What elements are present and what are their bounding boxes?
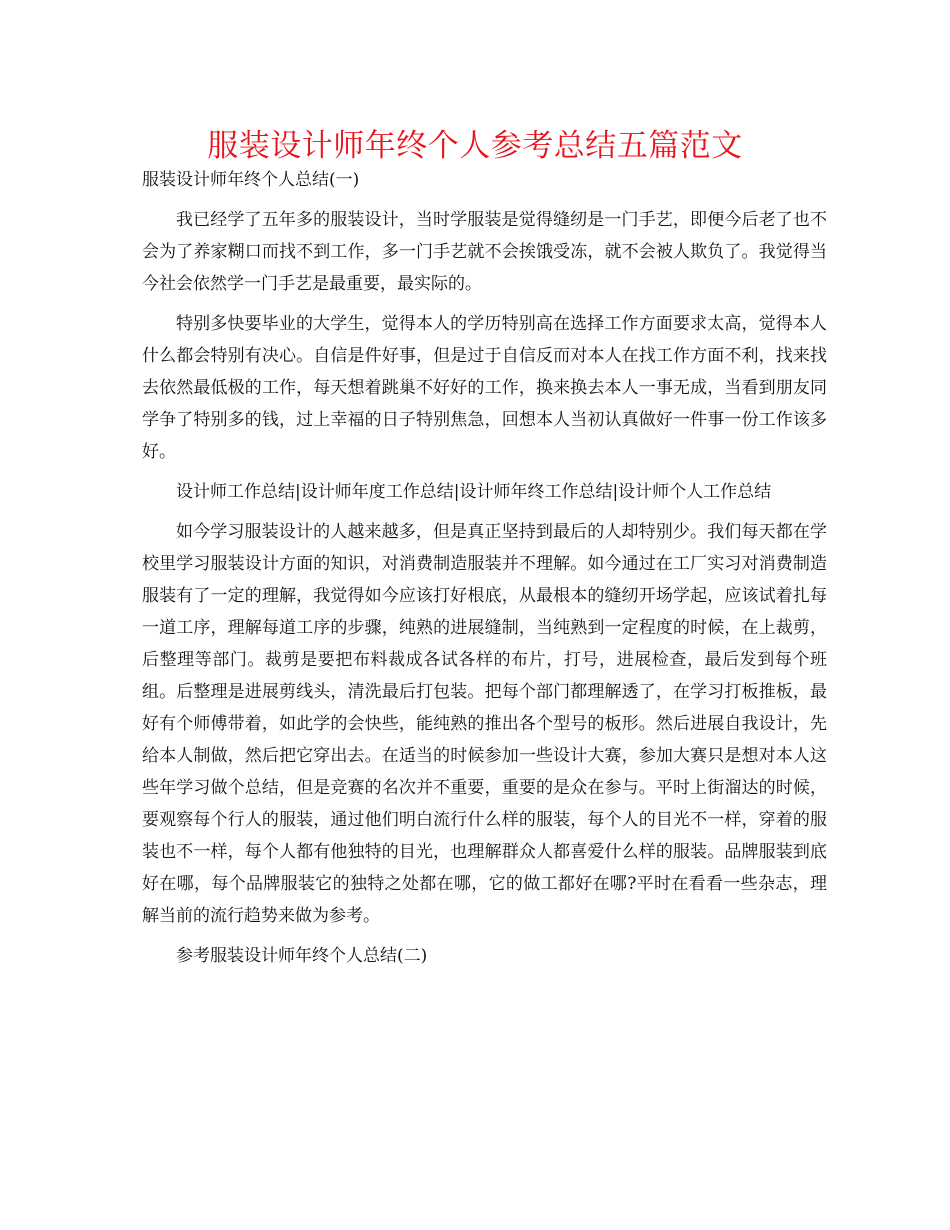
related-links-line: 设计师工作总结|设计师年度工作总结|设计师年终工作总结|设计师个人工作总结 [176, 482, 772, 502]
spacer [142, 468, 827, 476]
spacer [142, 300, 827, 308]
section-heading: 参考服装设计师年终个人总结(二) [176, 946, 428, 966]
spacer [142, 932, 827, 940]
paragraph: 我已经学了五年多的服装设计，当时学服装是觉得缝纫是一门手艺，即便今后老了也不会为了养家糊口而找不到工作，多一门手艺就不会挨饿受冻，就不会被人欺负了。我觉得当今社会依然学一门手艺是最重要，最实际的。 [142, 210, 827, 294]
paragraph: 特别多快要毕业的大学生，觉得本人的学历特别高在选择工作方面要求太高，觉得本人什么都会特别有决心。自信是件好事，但是过于自信反而对本人在找工作方面不利，找来找去依然最低极的工作，每天想着跳巢不好好的工作，换来换去本人一事无成，当看到朋友同学争了特别多的钱，过上幸福的日子特别焦急，回想本人当初认真做好一件事一份工作该多好。 [142, 314, 827, 462]
section-heading: 服装设计师年终个人总结(一) [142, 170, 360, 190]
document-title: 服装设计师年终个人参考总结五篇范文 [207, 128, 743, 164]
document-body [142, 164, 827, 972]
spacer [142, 196, 827, 204]
paragraph: 如今学习服装设计的人越来越多，但是真正坚持到最后的人却特别少。我们每天都在学校里学习服装设计方面的知识，对消费制造服装并不理解。如今通过在工厂实习对消费制造服装有了一定的理解，我觉得如今应该打好根底，从最根本的缝纫开场学起，应该试着扎每一道工序，理解每道工序的步骤，纯熟的进展缝制，当纯熟到一定程度的时候，在上裁剪，后整理等部门。裁剪是要把布料裁成各试各样的布片，打号，进展检查，最后发到每个班组。后整理是进展剪线头，清洗最后打包装。把每个部门都理解透了，在学习打板推板，最好有个师傅带着，如此学的会快些，能纯熟的推出各个型号的板形。然后进展自我设计，先给本人制做，然后把它穿出去。在适当的时候参加一些设计大赛，参加大赛只是想对本人这些年学习做个总结，但是竞赛的名次并不重要，重要的是众在参与。平时上街溜达的时候，要观察每个行人的服装，通过他们明白流行什么样的服装，每个人的目光不一样，穿着的服装也不一样，每个人都有他独特的目光，也理解群众人都喜爱什么样的服装。品牌服装到底好在哪，每个品牌服装它的独特之处都在哪，它的做工都好在哪?平时在看看一些杂志，理解当前的流行趋势来做为参考。 [142, 522, 827, 926]
spacer [142, 508, 827, 516]
